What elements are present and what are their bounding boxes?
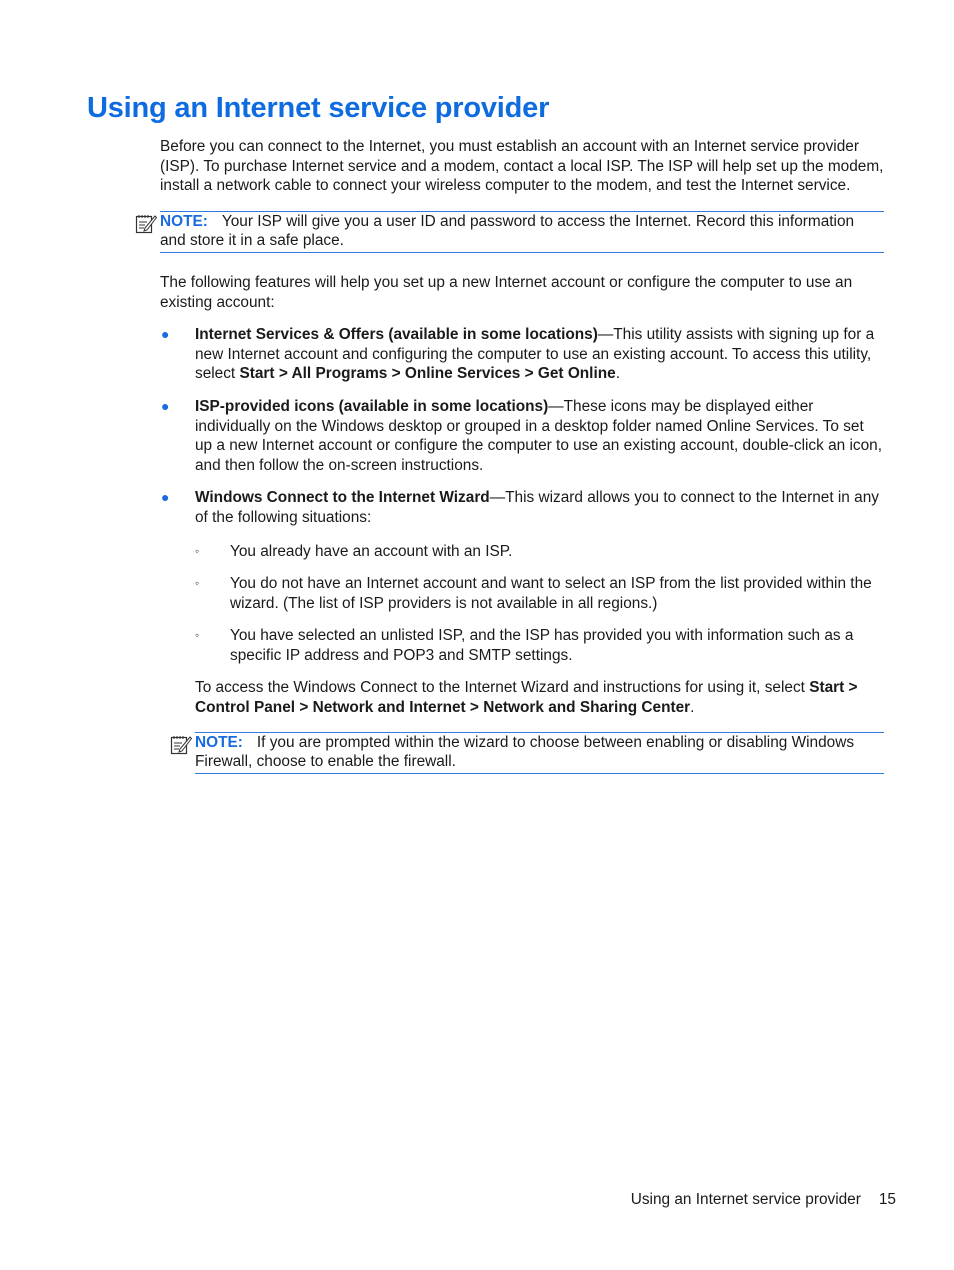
bullet-dot-icon: ● [161,326,170,343]
feature-list [160,325,884,665]
bullet-dot-icon: ● [161,397,170,414]
feature-title: Internet Services & Offers (available in some locations) [195,326,598,344]
sub-list-item [195,574,884,613]
list-item [160,325,884,384]
note-pencil-icon [170,733,192,755]
note-text: Your ISP will give you a user ID and password to access the Internet. Record this information and store it in a safe place. [160,212,855,250]
access-paragraph [195,678,884,717]
sub-list-item [195,626,884,665]
note-box [160,211,884,253]
feature-description: —This wizard allows you to connect to the Internet in any of the following situations: [195,489,879,526]
features-intro-paragraph: The following features will help you set up a new Internet account or configure the computer to use an existing account: [160,273,853,311]
note-text: If you are prompted within the wizard to choose between enabling or disabling Windows Firewall, choose to enable the firewall. [195,733,855,771]
list-item [160,488,884,665]
feature-description: —These icons may be displayed either individually on the Windows desktop or grouped in a desktop folder named Online Services. To set up a new Internet account or configure the computer to use an existing account, double-click an icon, and then follow the on-screen instructions. [195,397,883,474]
sub-list-text: You already have an account with an ISP. [230,542,513,560]
sub-list-text: You do not have an Internet account and want to select an ISP from the list provided within the wizard. (The list of ISP providers is not available in all regions.) [230,575,872,612]
sub-list-item [195,542,884,562]
page-footer [631,1191,896,1209]
bullet-dot-icon: ● [161,489,170,506]
page-content [160,137,884,794]
note-pencil-icon [135,212,157,234]
note-label: NOTE: [160,212,208,230]
sentence-end: . [615,365,620,383]
sentence-end: . [690,699,695,717]
feature-title: Windows Connect to the Internet Wizard [195,489,490,507]
access-text: To access the Windows Connect to the Internet Wizard and instructions for using it, select [195,679,810,697]
feature-description: —This utility assists with signing up for a new Internet account and configuring the computer to use an existing account. To access this utility, select [195,326,875,383]
note-label: NOTE: [195,733,243,751]
menu-path: Start > All Programs > Online Services > Get Online [239,365,616,383]
circle-bullet-icon: ◦ [195,628,200,643]
note-box [195,732,884,774]
page-number: 15 [878,1191,896,1208]
intro-paragraph: Before you can connect to the Internet, you must establish an account with an Internet service provider (ISP). To purchase Internet service and a modem, contact a local ISP. The ISP will help set up the modem, install a network cable to connect your wireless computer to the modem, and test the Internet service. [160,138,884,195]
circle-bullet-icon: ◦ [195,576,200,591]
footer-section-title: Using an Internet service provider [630,1191,861,1208]
page-title: Using an Internet service provider [87,92,550,124]
situation-list [195,542,884,666]
feature-title: ISP-provided icons (available in some locations) [195,397,549,415]
sub-list-text: You have selected an unlisted ISP, and the ISP has provided you with information such as a specific IP address and POP3 and SMTP settings. [230,627,854,664]
circle-bullet-icon: ◦ [195,543,200,558]
list-item [160,397,884,475]
menu-path: Start > Control Panel > Network and Internet > Network and Sharing Center [195,679,858,717]
